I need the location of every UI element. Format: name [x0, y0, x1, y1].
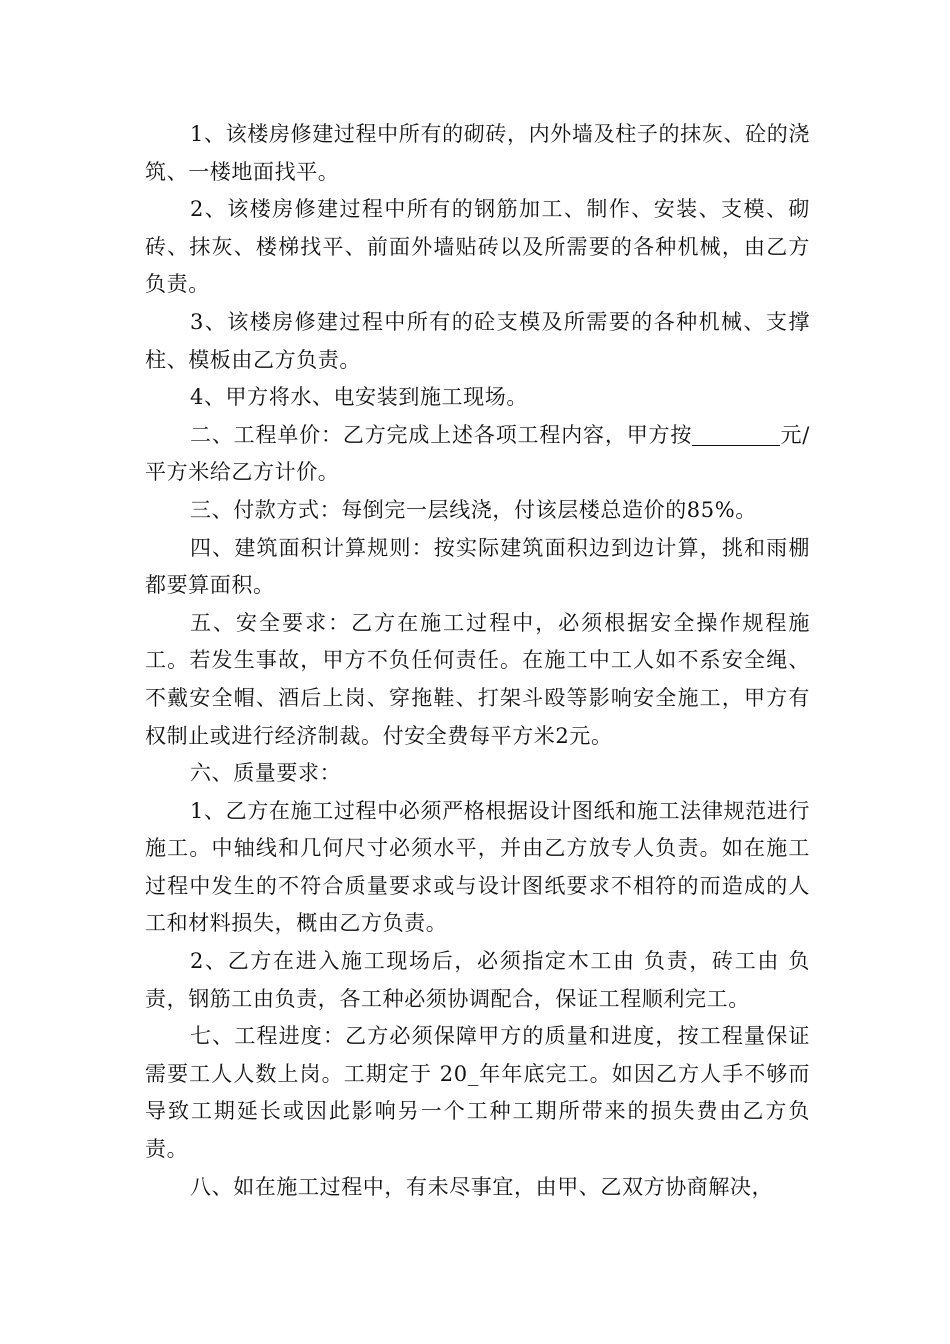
paragraph-payment-method: 三、付款方式：每倒完一层线浇，付该层楼总造价的85%。: [190, 497, 757, 522]
paragraph-scope-item-3: 3、该楼房修建过程中所有的砼支模及所需要的各种机械、支撑柱、模板由乙方负责。: [145, 309, 810, 372]
paragraph-schedule: 七、工程进度：乙方必须保障甲方的质量和进度，按工程量保证需要工人人数上岗。工期定于 20_年年底完工。如因乙方人手不够而导致工期延长或因此影响另一个工种工期所带来的损失费由乙方负责。: [145, 1024, 810, 1162]
paragraph-area-rules: 四、建筑面积计算规则：按实际建筑面积边到边计算，挑和雨棚都要算面积。: [145, 535, 810, 598]
paragraph-scope-item-4: 4、甲方将水、电安装到施工现场。: [190, 385, 528, 410]
paragraph-quality-item-2: 2、乙方在进入施工现场后，必须指定木工由 负责，砖工由 负责，钢筋工由负责，各工种必须协调配合，保证工程顺利完工。: [145, 949, 810, 1011]
paragraph-unit-price: [145, 417, 810, 492]
document-body: [145, 116, 810, 1206]
paragraph-other-matters: 八、如在施工过程中，有未尽事宜，由甲、乙双方协商解决，: [190, 1174, 774, 1199]
paragraph-scope-item-2: 2、该楼房修建过程中所有的钢筋加工、制作、安装、支模、砌砖、抹灰、楼梯找平、前面外墙贴砖以及所需要的各种机械，由乙方负责。: [145, 197, 810, 297]
unit-price-blank: [692, 424, 780, 446]
paragraph-quality-heading: 六、质量要求：: [190, 761, 342, 786]
paragraph-scope-item-1: 1、该楼房修建过程中所有的砌砖，内外墙及柱子的抹灰、砼的浇筑、一楼地面找平。: [145, 122, 810, 184]
unit-price-text-before: 二、工程单价：乙方完成上述各项工程内容，甲方按: [190, 422, 693, 447]
paragraph-safety-requirements: 五、安全要求：乙方在施工过程中，必须根据安全操作规程施工。若发生事故，甲方不负任何责任。在施工中工人如不系安全绳、不戴安全帽、酒后上岗、穿拖鞋、打架斗殴等影响安全施工，甲方有权制止或进行经济制裁。付安全费每平方米2元。: [145, 610, 810, 748]
paragraph-quality-item-1: 1、乙方在施工过程中必须严格根据设计图纸和施工法律规范进行施工。中轴线和几何尺寸必须水平，并由乙方放专人负责。如在施工过程中发生的不符合质量要求或与设计图纸要求不相符的而造成的人工和材料损失，概由乙方负责。: [145, 798, 810, 936]
unit-price-text-after: 元/平方米给乙方计价。: [145, 422, 810, 485]
